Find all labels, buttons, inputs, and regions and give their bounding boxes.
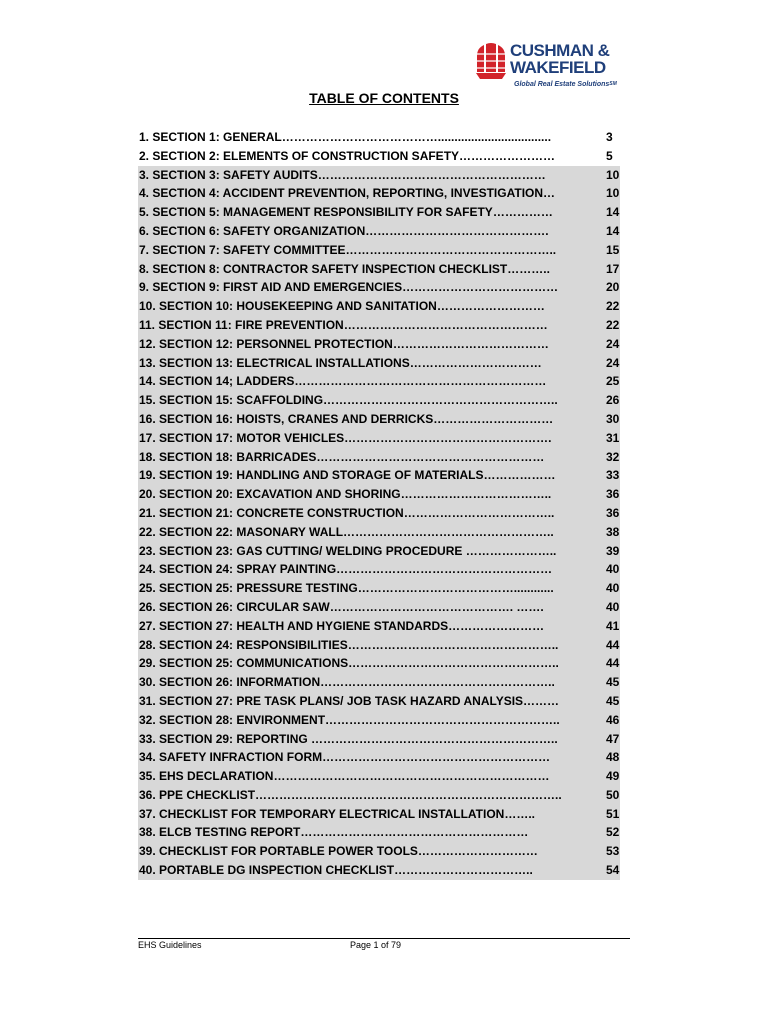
toc-entry-title: 33. SECTION 29: REPORTING …………………………………………………….. <box>139 731 558 746</box>
toc-entry-page: 14 <box>606 223 620 238</box>
toc-entry-title: 10. SECTION 10: HOUSEKEEPING AND SANITATION……………………… <box>139 299 545 314</box>
page-title-text: TABLE OF CONTENTS <box>309 90 459 106</box>
toc-entry-title: 38. ELCB TESTING REPORT………………………………………………… <box>139 825 529 840</box>
toc-entry[interactable] <box>138 711 620 730</box>
toc-entry-page: 44 <box>606 637 620 652</box>
toc-entry-title: 18. SECTION 18: BARRICADES………………………………………………… <box>139 449 545 464</box>
toc-entry[interactable] <box>138 523 620 542</box>
logo-tagline <box>514 81 617 88</box>
toc-entry-page: 36 <box>606 487 620 502</box>
toc-entry[interactable] <box>138 184 620 203</box>
toc-entry[interactable] <box>138 485 620 504</box>
logo-line-1: CUSHMAN & <box>510 41 610 60</box>
toc-entry[interactable] <box>138 147 620 166</box>
toc-entry[interactable] <box>138 823 620 842</box>
toc-entry-title: 12. SECTION 12: PERSONNEL PROTECTION………………………………… <box>139 336 549 351</box>
toc-entry-page: 26 <box>606 393 620 408</box>
toc-entry[interactable] <box>138 391 620 410</box>
toc-entry-page: 50 <box>606 787 620 802</box>
toc-entry[interactable] <box>138 504 620 523</box>
toc-entry-title: 6. SECTION 6: SAFETY ORGANIZATION………………………………………. <box>139 223 549 238</box>
toc-entry-title: 29. SECTION 25: COMMUNICATIONS…………………………………………….. <box>139 656 559 671</box>
toc-entry-page: 20 <box>606 280 620 295</box>
toc-entry-title: 19. SECTION 19: HANDLING AND STORAGE OF MATERIALS……………… <box>139 468 556 483</box>
globe-icon <box>474 42 508 82</box>
toc-entry[interactable] <box>138 410 620 429</box>
toc-entry-title: 17. SECTION 17: MOTOR VEHICLES……………………………………………. <box>139 430 552 445</box>
toc-entry[interactable] <box>138 166 620 185</box>
toc-entry-title: 39. CHECKLIST FOR PORTABLE POWER TOOLS………………………… <box>139 844 538 859</box>
toc-entry-page: 5 <box>606 148 613 163</box>
toc-entry-page: 40 <box>606 581 620 596</box>
toc-entry[interactable] <box>138 579 620 598</box>
toc-entry-page: 17 <box>606 261 620 276</box>
toc-entry-title: 13. SECTION 13: ELECTRICAL INSTALLATIONS…………………………… <box>139 355 542 370</box>
footer-divider <box>138 938 630 939</box>
toc-entry-title: 40. PORTABLE DG INSPECTION CHECKLIST…………………………….. <box>139 863 533 878</box>
toc-entry-title: 24. SECTION 24: SPRAY PAINTING……………………………………………… <box>139 562 553 577</box>
toc-entry[interactable] <box>138 335 620 354</box>
toc-entry-title: 16. SECTION 16: HOISTS, CRANES AND DERRICKS………………………… <box>139 411 554 426</box>
page-title <box>0 90 768 106</box>
toc-entry[interactable] <box>138 617 620 636</box>
toc-entry-page: 45 <box>606 693 620 708</box>
toc-entry-page: 38 <box>606 524 620 539</box>
toc-entry[interactable] <box>138 805 620 824</box>
toc-entry-page: 45 <box>606 675 620 690</box>
toc-entry[interactable] <box>138 673 620 692</box>
toc-entry-page: 3 <box>606 130 613 144</box>
toc-entry-page: 22 <box>606 317 620 332</box>
toc-entry-page: 48 <box>606 750 620 765</box>
toc-entry-title: 37. CHECKLIST FOR TEMPORARY ELECTRICAL INSTALLATION…….. <box>139 806 536 821</box>
toc-entry-page: 32 <box>606 449 620 464</box>
toc-entry-page: 41 <box>606 618 620 633</box>
toc-entry-page: 40 <box>606 599 620 614</box>
toc-entry-page: 46 <box>606 712 620 727</box>
toc-entry-page: 40 <box>606 562 620 577</box>
toc-entry[interactable] <box>138 466 620 485</box>
toc-entry-page: 51 <box>606 806 620 821</box>
toc-entry-title: 14. SECTION 14; LADDERS……………………………………………………… <box>139 374 547 389</box>
toc-entry-title: 23. SECTION 23: GAS CUTTING/ WELDING PROCEDURE ………………….. <box>139 543 557 558</box>
toc-entry[interactable] <box>138 636 620 655</box>
toc-entry[interactable] <box>138 767 620 786</box>
toc-entry-page: 15 <box>606 242 620 257</box>
toc-entry-page: 53 <box>606 844 620 859</box>
toc-entry-title: 31. SECTION 27: PRE TASK PLANS/ JOB TASK HAZARD ANALYSIS……… <box>139 693 560 708</box>
toc-entry[interactable] <box>138 429 620 448</box>
toc-entry-page: 24 <box>606 355 620 370</box>
footer-page-number: Page 1 of 79 <box>350 940 402 950</box>
toc-entry-title: 7. SECTION 7: SAFETY COMMITTEE…………………………………………….. <box>139 242 557 257</box>
toc-entry-title: 22. SECTION 22: MASONARY WALL…………………………………………….. <box>139 524 554 539</box>
toc-entry-title: 30. SECTION 26: INFORMATION………………………………………………….. <box>139 675 555 690</box>
toc-entry[interactable] <box>138 542 620 561</box>
toc-entry-title: 20. SECTION 20: EXCAVATION AND SHORING……………………………….. <box>139 487 552 502</box>
toc-entry[interactable] <box>138 448 620 467</box>
toc-entry-page: 47 <box>606 731 620 746</box>
footer-document-name: EHS Guidelines <box>138 940 202 950</box>
toc-entry-page: 49 <box>606 769 620 784</box>
toc-entry[interactable] <box>138 222 620 241</box>
toc-entry-title: 3. SECTION 3: SAFETY AUDITS………………………………………………… <box>139 167 546 182</box>
toc-entry-title: 32. SECTION 28: ENVIRONMENT………………………………………………….. <box>139 712 560 727</box>
toc-entry-page: 10 <box>606 186 620 201</box>
company-logo <box>474 40 634 92</box>
toc-entry-page: 33 <box>606 468 620 483</box>
logo-line-2: WAKEFIELD <box>510 58 606 77</box>
toc-entry-title: 35. EHS DECLARATION…………………………………………………………… <box>139 769 550 784</box>
toc-entry-page: 54 <box>606 863 620 878</box>
toc-entry[interactable] <box>138 560 620 579</box>
toc-entry-page: 25 <box>606 374 620 389</box>
toc-entry[interactable] <box>138 654 620 673</box>
toc-entry-title: 9. SECTION 9: FIRST AID AND EMERGENCIES………………………………… <box>139 280 559 295</box>
toc-entry-title: 8. SECTION 8: CONTRACTOR SAFETY INSPECTION CHECKLIST……….. <box>139 261 550 276</box>
toc-entry-page: 14 <box>606 205 620 220</box>
toc-entry-page: 31 <box>606 430 620 445</box>
toc-entry-title: 15. SECTION 15: SCAFFOLDING………………………………………………….. <box>139 393 558 408</box>
toc-entry-title: 26. SECTION 26: CIRCULAR SAW………………………………………. ……. <box>139 599 544 614</box>
toc-entry-title: 11. SECTION 11: FIRE PREVENTION…………………………………………… <box>139 317 548 332</box>
toc-entry[interactable] <box>138 692 620 711</box>
toc-entry-title: 28. SECTION 24: RESPONSIBILITIES…………………………………………….. <box>139 637 559 652</box>
toc-entry-page: 44 <box>606 656 620 671</box>
toc-entry[interactable] <box>138 297 620 316</box>
toc-entry-title: 34. SAFETY INFRACTION FORM………………………………………………… <box>139 750 551 765</box>
toc-entry-title: 25. SECTION 25: PRESSURE TESTING…………………………………............ <box>139 581 554 596</box>
toc-entry[interactable] <box>138 730 620 749</box>
toc-entry[interactable] <box>138 748 620 767</box>
toc-entry-page: 39 <box>606 543 620 558</box>
toc-entry-title: 2. SECTION 2: ELEMENTS OF CONSTRUCTION SAFETY…………………… <box>139 148 556 163</box>
toc-entry-page: 22 <box>606 299 620 314</box>
logo-wordmark <box>510 42 609 76</box>
toc-entry-title: 5. SECTION 5: MANAGEMENT RESPONSIBILITY FOR SAFETY…………… <box>139 205 553 220</box>
toc-entry[interactable] <box>138 241 620 260</box>
toc-entry[interactable] <box>138 842 620 861</box>
toc-entry-title: 21. SECTION 21: CONCRETE CONSTRUCTION……………………………….. <box>139 505 555 520</box>
toc-entry[interactable] <box>138 354 620 373</box>
toc-entry[interactable] <box>138 861 620 880</box>
toc-entry-title: 4. SECTION 4: ACCIDENT PREVENTION, REPORTING, INVESTIGATION… <box>139 186 556 201</box>
logo-service-mark: SM <box>609 81 617 87</box>
logo-tagline-text: Global Real Estate Solutions <box>514 81 610 88</box>
toc-entry-title: 36. PPE CHECKLIST………………………………………………………………….. <box>139 787 562 802</box>
toc-entry[interactable] <box>138 128 620 147</box>
toc-entry-page: 10 <box>606 167 620 182</box>
toc-entry[interactable] <box>138 278 620 297</box>
toc-entry[interactable] <box>138 598 620 617</box>
toc-entry-page: 24 <box>606 336 620 351</box>
table-of-contents <box>138 128 620 880</box>
toc-entry-title: 27. SECTION 27: HEALTH AND HYGIENE STANDARDS…………………… <box>139 618 545 633</box>
toc-entry-page: 52 <box>606 825 620 840</box>
toc-entry[interactable] <box>138 316 620 335</box>
toc-entry[interactable] <box>138 203 620 222</box>
toc-entry[interactable] <box>138 372 620 391</box>
toc-entry-page: 30 <box>606 411 620 426</box>
toc-entry-title: 1. SECTION 1: GENERAL………………………………….................................. <box>139 130 552 144</box>
toc-entry[interactable] <box>138 260 620 279</box>
toc-entry[interactable] <box>138 786 620 805</box>
toc-entry-page: 36 <box>606 505 620 520</box>
